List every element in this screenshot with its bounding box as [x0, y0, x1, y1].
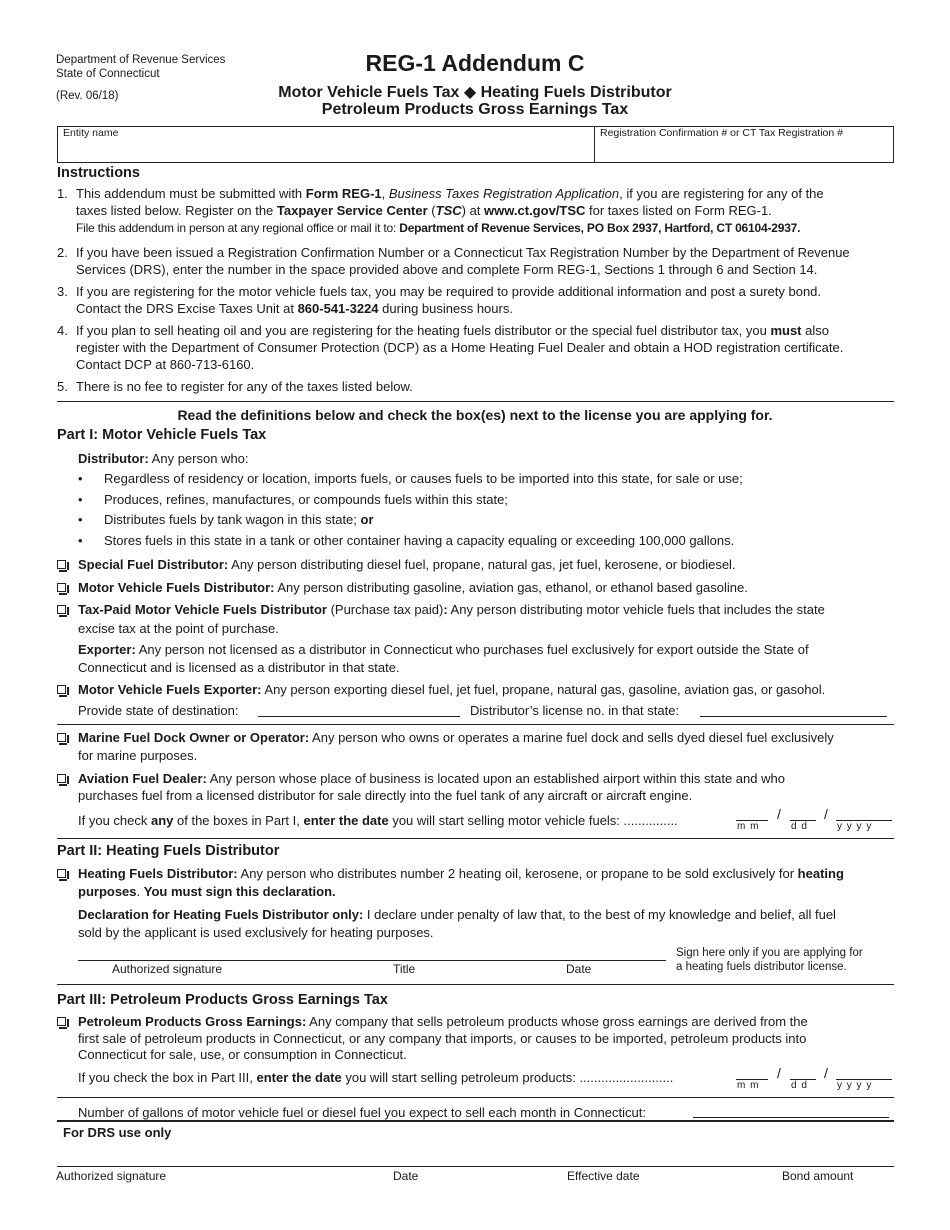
subtitle-hfd: Heating Fuels Distributor: [480, 84, 672, 101]
entity-name-label: Entity name: [63, 127, 119, 139]
special-fuel-distributor-checkbox[interactable]: [57, 560, 66, 569]
read-definitions-note: Read the definitions below and check the box(es) next to the license you are applying for.: [177, 407, 773, 423]
drs-signature-line: [57, 1166, 894, 1167]
instruction-1-line2: taxes listed below. Register on the Taxpayer Service Center (TSC) at www.ct.gov/TSC for taxes listed on Form REG-1.: [76, 203, 772, 218]
day-hint: d d: [791, 1080, 808, 1091]
motor-vehicle-fuels-distributor-checkbox[interactable]: [57, 583, 66, 592]
divider: [57, 1120, 894, 1122]
signature-line[interactable]: [78, 960, 666, 961]
bullet-icon: •: [78, 533, 83, 548]
diamond-icon: ◆: [463, 84, 477, 101]
entity-name-input[interactable]: [62, 141, 590, 161]
month-hint: m m: [737, 1080, 760, 1091]
gallons-input[interactable]: [693, 1117, 889, 1118]
instruction-3-line2: Contact the DRS Excise Taxes Unit at 860-541-3224 during business hours.: [76, 301, 513, 316]
registration-label: Registration Confirmation # or CT Tax Registration #: [600, 127, 843, 139]
marine-fuel-dock-text: Marine Fuel Dock Owner or Operator: Any person who owns or operates a marine fuel dock and sells dyed diesel fuel exclusively: [78, 730, 834, 745]
form-title: REG-1 Addendum C: [365, 50, 585, 76]
destination-state-label: Provide state of destination:: [78, 703, 239, 718]
distributor-bullet-3: Distributes fuels by tank wagon in this state; or: [104, 512, 374, 527]
part3-heading: Part III: Petroleum Products Gross Earnings Tax: [57, 992, 388, 1008]
motor-vehicle-fuels-exporter-checkbox[interactable]: [57, 685, 66, 694]
gallons-label: Number of gallons of motor vehicle fuel or diesel fuel you expect to sell each month in Connecticut:: [78, 1105, 646, 1120]
license-number-label: Distributor’s license no. in that state:: [470, 703, 680, 718]
tax-paid-distributor-checkbox[interactable]: [57, 605, 66, 614]
divider: [57, 984, 894, 985]
drs-effective-date-label: Effective date: [567, 1169, 640, 1183]
distributor-bullet-1: Regardless of residency or location, imports fuels, or causes fuels to be imported into this state, for sale or use;: [104, 471, 743, 486]
petroleum-products-checkbox[interactable]: [57, 1017, 66, 1026]
aviation-fuel-dealer-text-2: purchases fuel from a licensed distributor for sale directly into the fuel tank of any aircraft or aircraft engine.: [78, 788, 693, 803]
date-label: Date: [566, 962, 592, 976]
date-slash: /: [824, 1065, 828, 1081]
form-subtitle-2: Petroleum Products Gross Earnings Tax: [321, 101, 629, 118]
year-hint: y y y y: [837, 821, 873, 832]
part1-heading: Part I: Motor Vehicle Fuels Tax: [57, 427, 267, 443]
marine-fuel-dock-text-2: for marine purposes.: [78, 748, 198, 763]
instruction-2-line1: If you have been issued a Registration Confirmation Number or a Connecticut Tax Registration Number by the Department of Revenue: [76, 245, 850, 260]
heating-fuels-distributor-text-2: purposes. You must sign this declaration.: [78, 884, 336, 899]
motor-vehicle-fuels-distributor-text: Motor Vehicle Fuels Distributor: Any person distributing gasoline, aviation gas, ethanol, or ethanol based gasoline.: [78, 580, 748, 595]
subtitle-mvft: Motor Vehicle Fuels Tax: [278, 84, 460, 101]
petroleum-products-text-2: first sale of petroleum products in Connecticut, or any company that imports, or causes to be imported, petroleum products into: [78, 1031, 807, 1046]
instruction-1-line1: This addendum must be submitted with Form REG-1, Business Taxes Registration Application, if you are registering for any of the: [76, 186, 824, 201]
instruction-3-number: 3.: [57, 284, 68, 299]
distributor-bullet-2: Produces, refines, manufactures, or compounds fuels within this state;: [104, 492, 508, 507]
signature-label: Authorized signature: [112, 962, 223, 976]
heating-fuels-distributor-text: Heating Fuels Distributor: Any person who distributes number 2 heating oil, kerosene, or propane to be sold exclusively for heating: [78, 866, 844, 881]
month-hint: m m: [737, 821, 760, 832]
date-slash: /: [824, 806, 828, 822]
petroleum-products-text-3: Connecticut for sale, use, or consumption in Connecticut.: [78, 1047, 407, 1062]
sign-note-line2: a heating fuels distributor license.: [676, 961, 847, 973]
bullet-icon: •: [78, 471, 83, 486]
year-hint: y y y y: [837, 1080, 873, 1091]
distributor-bullet-4: Stores fuels in this state in a tank or other container having a capacity equaling or exceeding 100,000 gallons.: [104, 533, 735, 548]
revision: (Rev. 06/18): [56, 90, 119, 102]
bullet-icon: •: [78, 492, 83, 507]
aviation-fuel-dealer-text: Aviation Fuel Dealer: Any person whose place of business is located upon an established airport within this state and who: [78, 771, 785, 786]
drs-bond-amount-label: Bond amount: [782, 1169, 854, 1183]
instruction-2-number: 2.: [57, 245, 68, 260]
instruction-3-line1: If you are registering for the motor vehicle fuels tax, you may be required to provide additional information and post a surety bond.: [76, 284, 822, 299]
instruction-5-number: 5.: [57, 379, 68, 394]
divider: [57, 401, 894, 402]
instruction-1-line3: File this addendum in person at any regional office or mail it to: Department of Revenue Services, PO Box 2937, Hartford, CT 06104-2937.: [76, 221, 801, 235]
instruction-4-number: 4.: [57, 323, 68, 338]
title-label: Title: [393, 962, 416, 976]
part3-start-date-label: If you check the box in Part III, enter the date you will start selling petroleum products: ..........................: [78, 1070, 674, 1085]
divider: [57, 724, 894, 725]
tax-paid-distributor-text: Tax-Paid Motor Vehicle Fuels Distributor (Purchase tax paid): Any person distributing motor vehicle fuels that includes the state: [78, 602, 825, 617]
divider: [57, 838, 894, 839]
state-name: State of Connecticut: [56, 68, 160, 80]
heating-fuels-distributor-checkbox[interactable]: [57, 869, 66, 878]
motor-vehicle-fuels-exporter-text: Motor Vehicle Fuels Exporter: Any person exporting diesel fuel, jet fuel, propane, natural gas, gasoline, aviation gas, or gasohol.: [78, 682, 826, 697]
sign-note: [676, 946, 863, 974]
marine-fuel-dock-checkbox[interactable]: [57, 733, 66, 742]
registration-number-input[interactable]: [599, 141, 889, 161]
date-slash: /: [777, 806, 781, 822]
instruction-2-line2: Services (DRS), enter the number in the space provided above and complete Form REG-1, Sections 1 through 6 and Section 14.: [76, 262, 818, 277]
drs-date-label: Date: [393, 1169, 419, 1183]
exporter-definition-2: Connecticut and is licensed as a distributor in that state.: [78, 660, 400, 675]
aviation-fuel-dealer-checkbox[interactable]: [57, 774, 66, 783]
divider: [57, 1097, 894, 1098]
license-number-input[interactable]: [700, 716, 887, 717]
day-hint: d d: [791, 821, 808, 832]
dept-name: Department of Revenue Services: [56, 54, 226, 66]
tax-paid-distributor-text-2: excise tax at the point of purchase.: [78, 621, 279, 636]
sign-note-line1: Sign here only if you are applying for: [676, 947, 863, 959]
exporter-definition: Exporter: Any person not licensed as a distributor in Connecticut who purchases fuel exclusively for export outside the State of: [78, 642, 809, 657]
special-fuel-distributor-text: Special Fuel Distributor: Any person distributing diesel fuel, propane, natural gas, jet fuel, kerosene, or biodiesel.: [78, 557, 736, 572]
petroleum-products-text: Petroleum Products Gross Earnings: Any company that sells petroleum products whose gross earnings are derived from the: [78, 1014, 808, 1029]
date-slash: /: [777, 1065, 781, 1081]
instruction-4-line2: register with the Department of Consumer Protection (DCP) as a Home Heating Fuel Dealer and obtain a HOD registration certificate.: [76, 340, 844, 355]
instruction-5-line1: There is no fee to register for any of the taxes listed below.: [76, 379, 413, 394]
part1-start-date-label: If you check any of the boxes in Part I, enter the date you will start selling motor vehicle fuels: ...............: [78, 813, 678, 828]
distributor-definition: Distributor: Any person who:: [78, 451, 249, 466]
instruction-1-number: 1.: [57, 186, 68, 201]
bullet-icon: •: [78, 512, 83, 527]
instructions-heading: Instructions: [57, 165, 140, 181]
destination-state-input[interactable]: [258, 716, 460, 717]
part2-heading: Part II: Heating Fuels Distributor: [57, 843, 280, 859]
instruction-4-line1: If you plan to sell heating oil and you are registering for the heating fuels distributor or the special fuel distributor tax, you must also: [76, 323, 829, 338]
entity-divider: [594, 126, 595, 163]
instruction-4-line3: Contact DCP at 860-713-6160.: [76, 357, 255, 372]
form-subtitle: [0, 82, 950, 102]
drs-use-heading: For DRS use only: [63, 1125, 172, 1140]
declaration-text-2: sold by the applicant is used exclusively for heating purposes.: [78, 925, 434, 940]
drs-signature-label: Authorized signature: [56, 1169, 167, 1183]
declaration-text: Declaration for Heating Fuels Distributor only: I declare under penalty of law that, to the best of my knowledge and belief, all fuel: [78, 907, 836, 922]
